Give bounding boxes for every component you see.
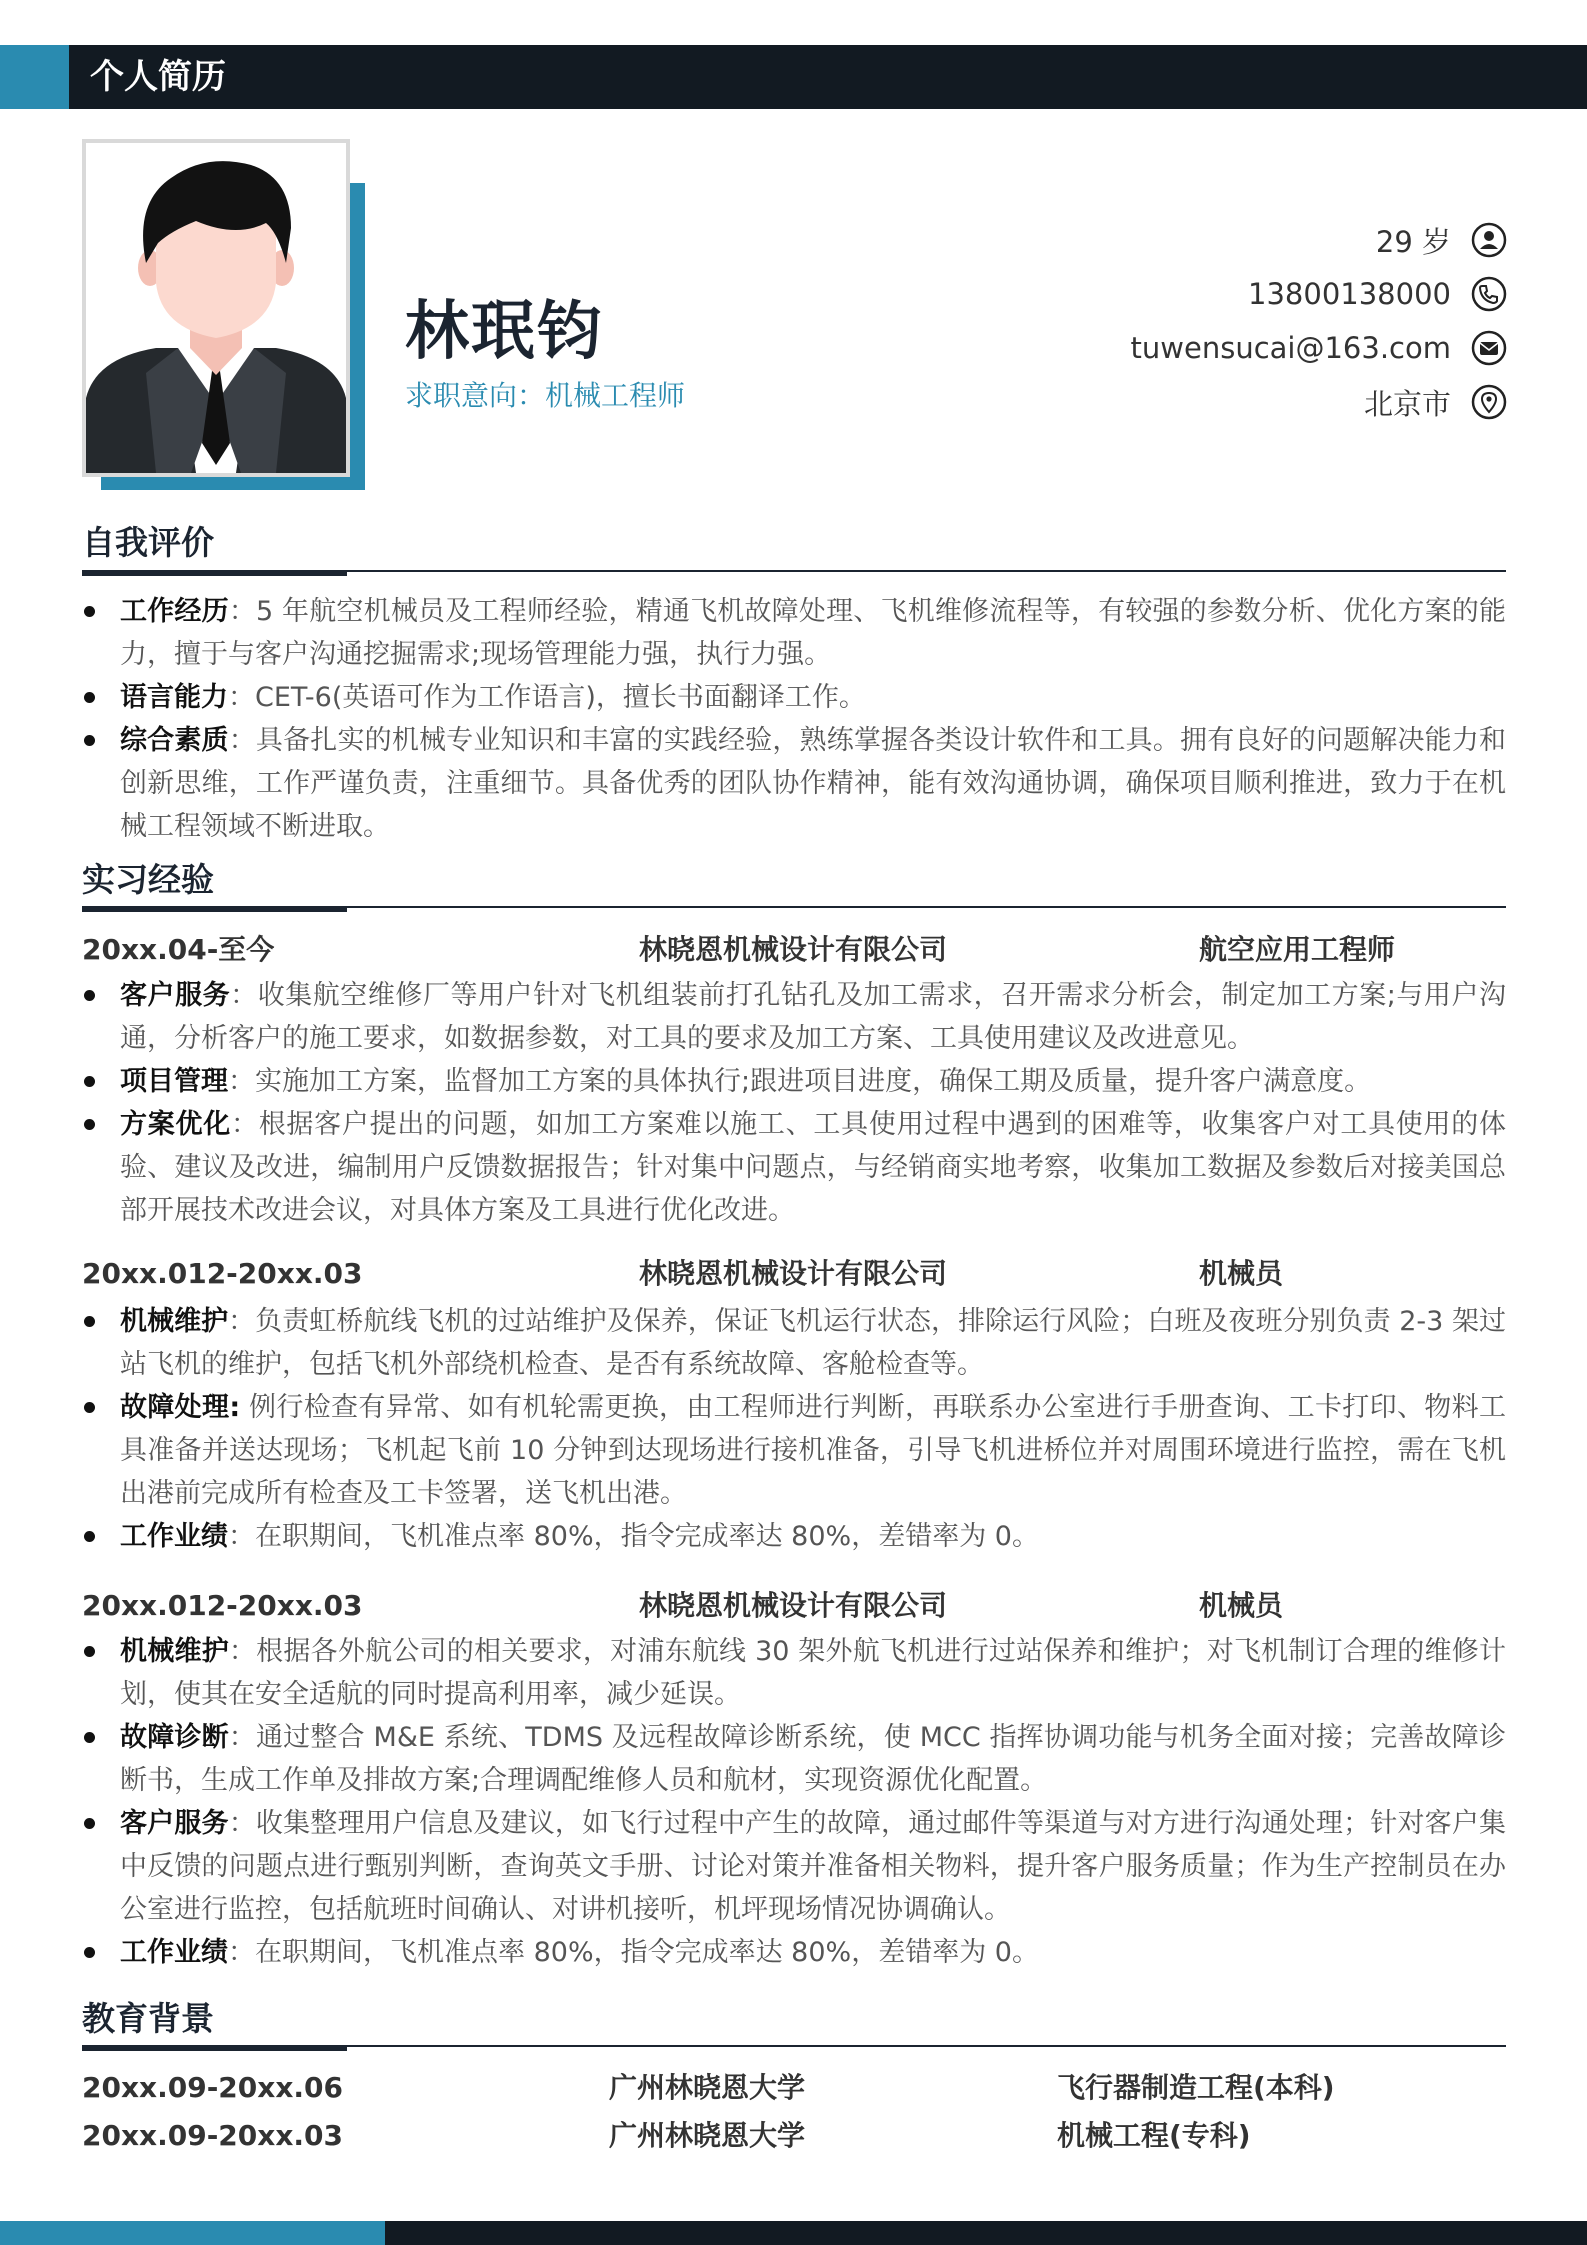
job-company: 林晓恩机械设计有限公司 (639, 933, 948, 966)
job-role: 机械员 (1199, 1589, 1284, 1622)
edu-period: 20xx.09-20xx.06 (82, 2071, 343, 2104)
header-title: 个人简历 (90, 57, 226, 97)
candidate-name: 林珉钧 (405, 295, 603, 369)
contact-email (987, 321, 1507, 375)
contact-list (987, 213, 1507, 429)
list-item: 故障诊断：通过整合 M&E 系统、TDMS 及远程故障诊断系统，使 MCC 指挥协调功能与机务全面对接；完善故障诊断书，生成工作单及排故方案;合理调配维修人员和航材，实现资源优化配置。 (82, 1716, 1506, 1802)
list-item: 客户服务：收集航空维修厂等用户针对飞机组装前打孔钻孔及加工需求，召开需求分析会，制定加工方案;与用户沟通，分析客户的施工要求，如数据参数，对工具的要求及加工方案、工具使用建议及改进意见。 (82, 974, 1506, 1060)
education-row-1 (82, 2066, 1506, 2110)
job-company: 林晓恩机械设计有限公司 (639, 1257, 948, 1290)
contact-location (987, 375, 1507, 429)
contact-email-text: tuwensucai@163.com (1130, 331, 1451, 365)
section-title-self-eval: 自我评价 (82, 523, 214, 562)
edu-school: 广州林晓恩大学 (609, 2071, 806, 2104)
list-item: 工作业绩：在职期间，飞机准点率 80%，指令完成率达 80%，差错率为 0。 (82, 1515, 1506, 1558)
list-item: 工作经历：5 年航空机械员及工程师经验，精通飞机故障处理、飞机维修流程等，有较强的参数分析、优化方案的能力，擅于与客户沟通挖掘需求;现场管理能力强，执行力强。 (82, 590, 1506, 676)
person-icon (1471, 222, 1507, 258)
job-intent-value: 机械工程师 (545, 379, 686, 412)
section-rule-experience (82, 906, 1506, 908)
footer-accent (0, 2221, 385, 2245)
section-rule-self-eval (82, 570, 1506, 572)
list-item: 机械维护：根据各外航公司的相关要求，对浦东航线 30 架外航飞机进行过站保养和维护；对飞机制订合理的维修计划，使其在安全适航的同时提高利用率，减少延误。 (82, 1630, 1506, 1716)
job-period: 20xx.012-20xx.03 (82, 1257, 363, 1290)
job-header-1 (82, 928, 1506, 972)
job-intent-label: 求职意向： (405, 379, 546, 412)
job-role: 航空应用工程师 (1199, 933, 1396, 966)
job-period: 20xx.04-至今 (82, 933, 275, 966)
job-3-list (82, 1630, 1506, 1974)
edu-period: 20xx.09-20xx.03 (82, 2119, 343, 2152)
edu-major: 飞行器制造工程(本科) (1057, 2071, 1335, 2104)
list-item: 项目管理：实施加工方案，监督加工方案的具体执行;跟进项目进度，确保工期及质量，提升客户满意度。 (82, 1060, 1506, 1103)
education-row-2 (82, 2114, 1506, 2158)
list-item: 方案优化：根据客户提出的问题，如加工方案难以施工、工具使用过程中遇到的困难等，收集客户对工具使用的体验、建议及改进，编制用户反馈数据报告；针对集中问题点，与经销商实地考察，收集加工数据及参数后对接美国总部开展技术改进会议，对具体方案及工具进行优化改进。 (82, 1103, 1506, 1232)
section-rule-education (82, 2045, 1506, 2047)
header-bar (0, 45, 1587, 109)
list-item: 故障处理: 例行检查有异常、如有机轮需更换，由工程师进行判断，再联系办公室进行手册查询、工卡打印、物料工具准备并送达现场；飞机起飞前 10 分钟到达现场进行接机准备，引导飞机进桥位并对周围环境进行监控，需在飞机出港前完成所有检查及工卡签署，送飞机出港。 (82, 1386, 1506, 1515)
footer-bar (0, 2221, 1587, 2245)
job-1-list (82, 974, 1506, 1232)
job-period: 20xx.012-20xx.03 (82, 1589, 363, 1622)
contact-phone-text: 13800138000 (1248, 277, 1451, 311)
avatar-photo (82, 139, 350, 477)
list-item: 机械维护：负责虹桥航线飞机的过站维护及保养，保证飞机运行状态，排除运行风险；白班及夜班分别负责 2-3 架过站飞机的维护，包括飞机外部绕机检查、是否有系统故障、客舱检查等。 (82, 1300, 1506, 1386)
mail-icon (1471, 330, 1507, 366)
list-item: 工作业绩：在职期间，飞机准点率 80%，指令完成率达 80%，差错率为 0。 (82, 1931, 1506, 1974)
edu-major: 机械工程(专科) (1057, 2119, 1251, 2152)
job-intent (405, 378, 685, 414)
contact-age-text: 29 岁 (1375, 224, 1451, 259)
contact-age (987, 213, 1507, 267)
edu-school: 广州林晓恩大学 (609, 2119, 806, 2152)
self-eval-list (82, 590, 1506, 848)
job-2-list (82, 1300, 1506, 1558)
avatar-illustration (86, 143, 346, 473)
job-role: 机械员 (1199, 1257, 1284, 1290)
contact-phone (987, 267, 1507, 321)
job-header-2 (82, 1252, 1506, 1296)
list-item: 综合素质：具备扎实的机械专业知识和丰富的实践经验，熟练掌握各类设计软件和工具。拥有良好的问题解决能力和创新思维，工作严谨负责，注重细节。具备优秀的团队协作精神，能有效沟通协调，确保项目顺利推进，致力于在机械工程领域不断进取。 (82, 719, 1506, 848)
section-title-education: 教育背景 (82, 1999, 214, 2038)
list-item: 客户服务：收集整理用户信息及建议，如飞行过程中产生的故障，通过邮件等渠道与对方进行沟通处理；针对客户集中反馈的问题点进行甄别判断，查询英文手册、讨论对策并准备相关物料，提升客户服务质量；作为生产控制员在办公室进行监控，包括航班时间确认、对讲机接听，机坪现场情况协调确认。 (82, 1802, 1506, 1931)
job-company: 林晓恩机械设计有限公司 (639, 1589, 948, 1622)
location-icon (1471, 384, 1507, 420)
header-accent (0, 45, 69, 109)
job-header-3 (82, 1584, 1506, 1628)
section-title-experience: 实习经验 (82, 860, 214, 899)
phone-icon (1471, 276, 1507, 312)
contact-location-text: 北京市 (1363, 386, 1451, 421)
list-item: 语言能力：CET-6(英语可作为工作语言)，擅长书面翻译工作。 (82, 676, 1506, 719)
